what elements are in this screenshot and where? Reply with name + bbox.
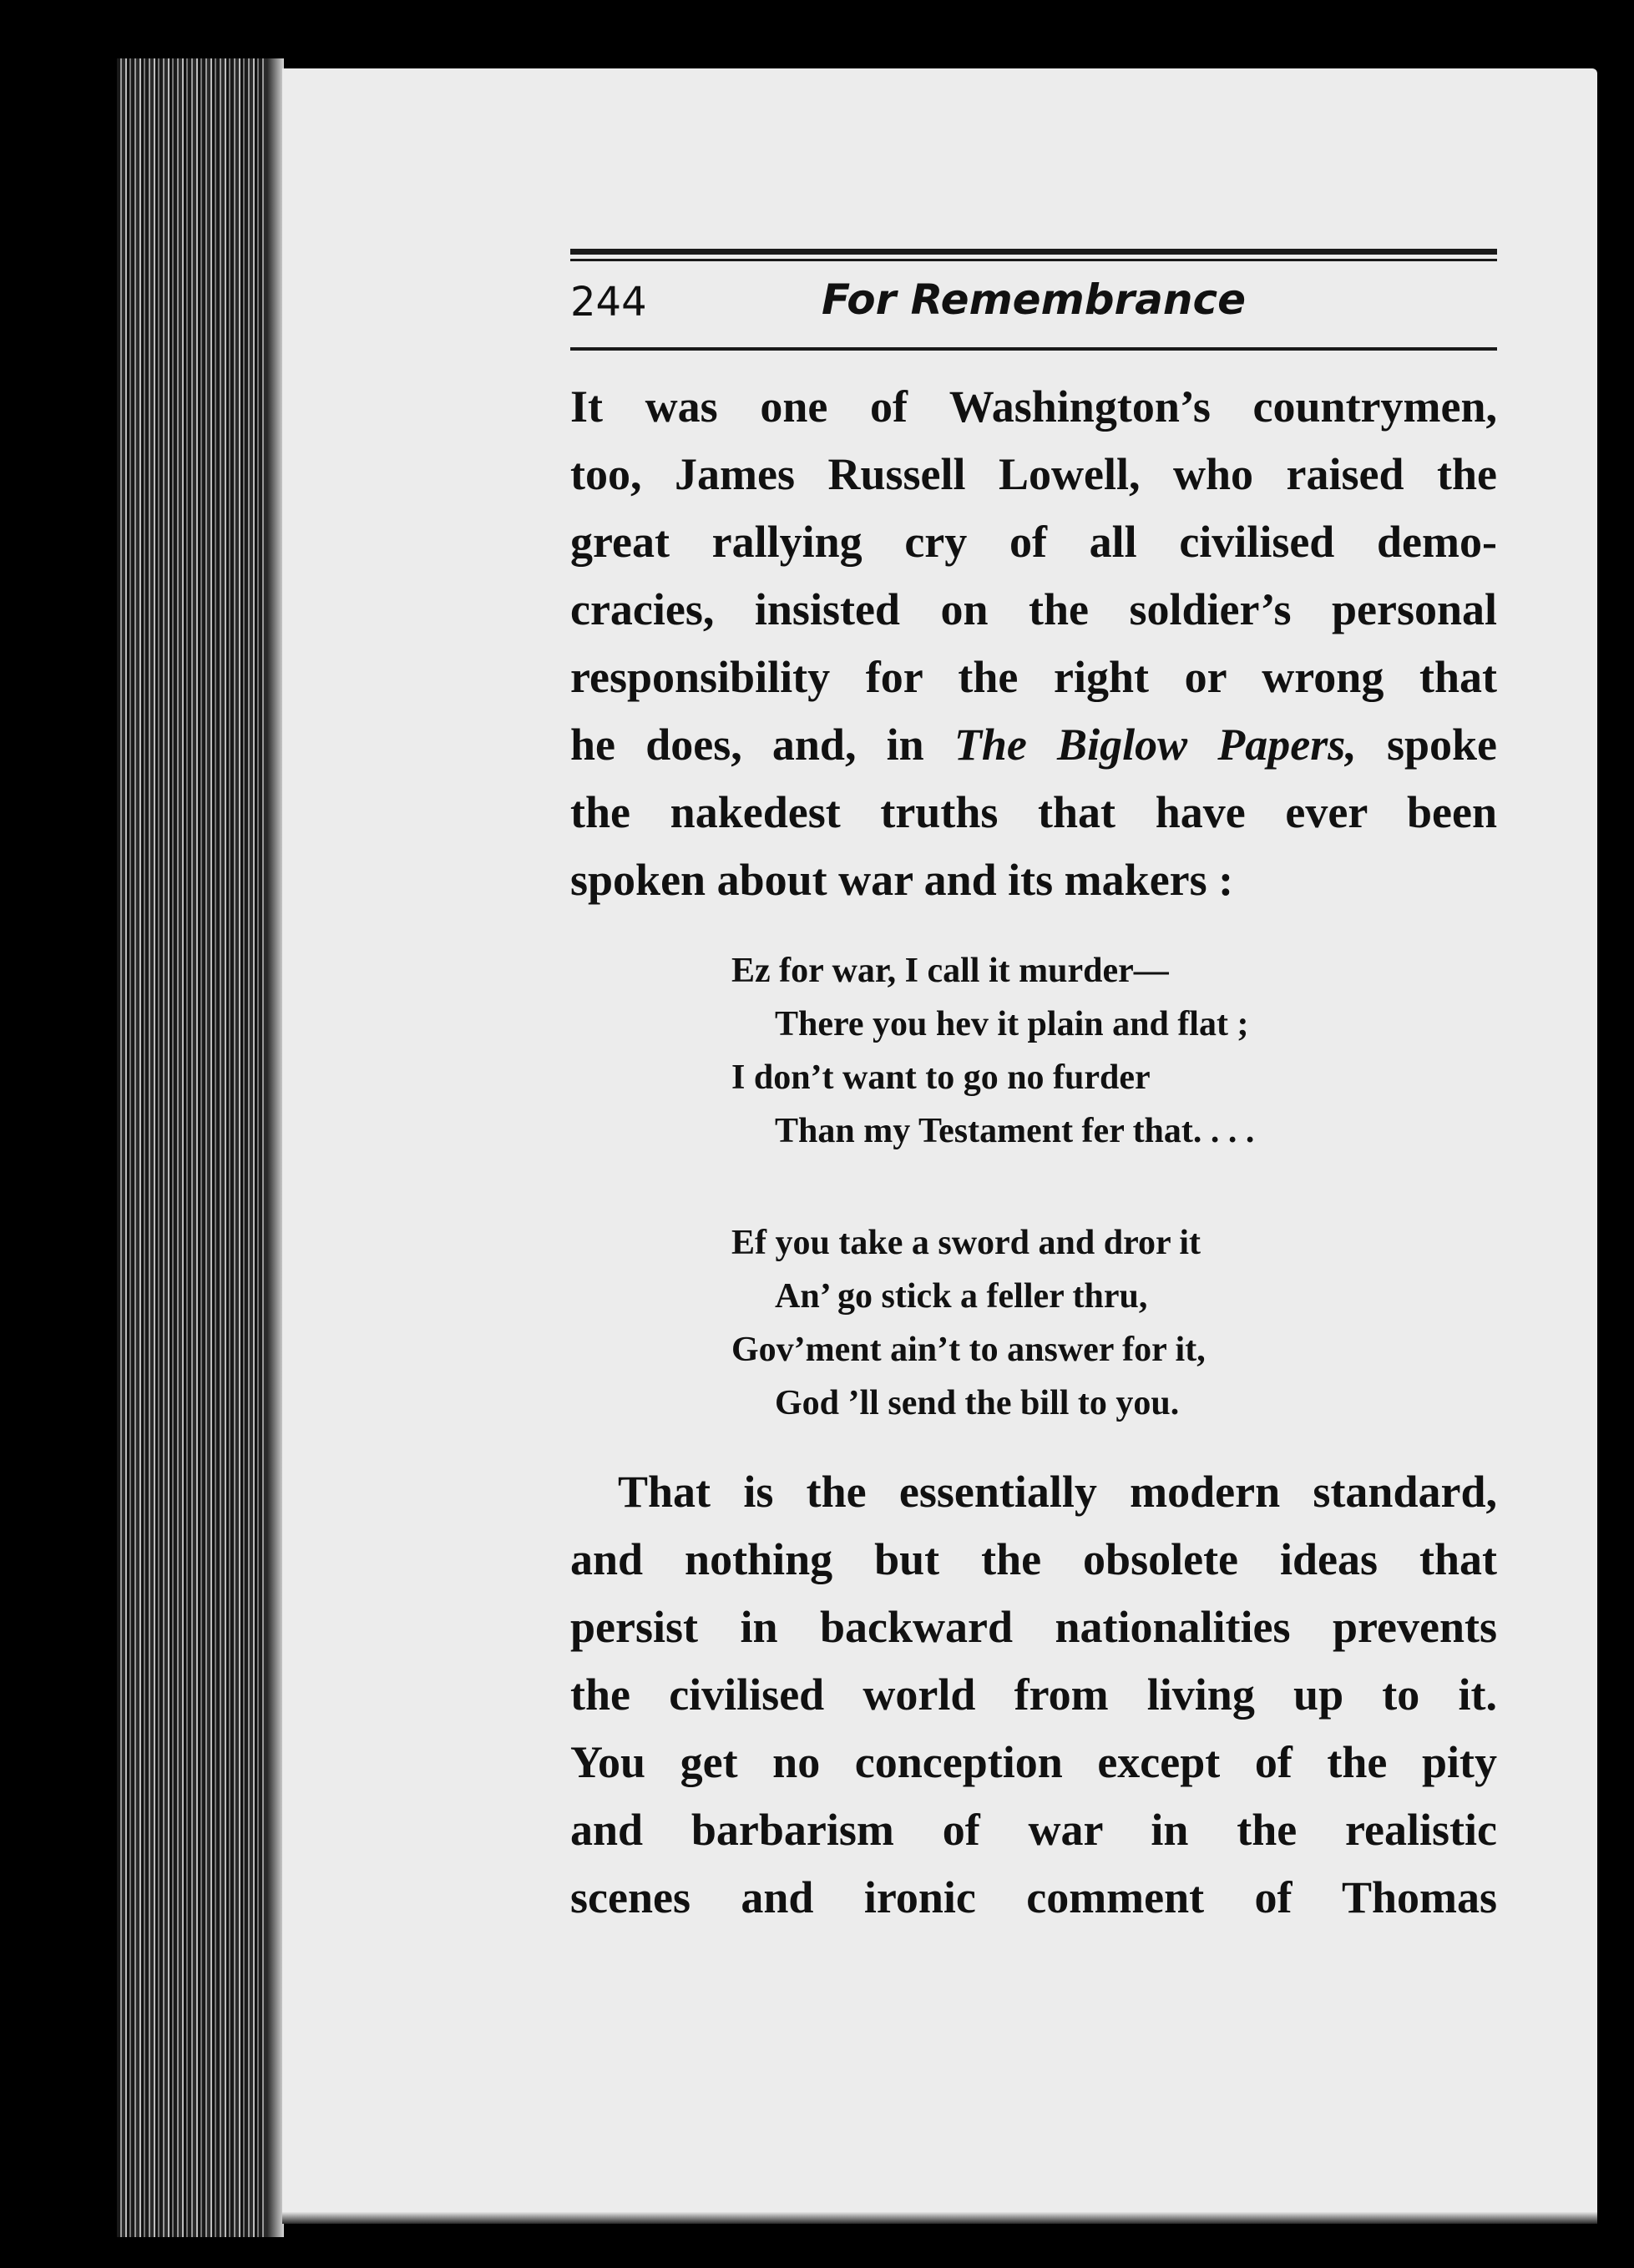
text-line: cracies, insisted on the soldier’s personal	[570, 584, 1497, 634]
text-line: and barbarism of war in the realistic	[570, 1805, 1497, 1855]
text-line: the civilised world from living up to it.	[570, 1669, 1497, 1720]
text-line: scenes and ironic comment of Thomas	[570, 1872, 1497, 1922]
text-line-with-title	[570, 711, 1497, 779]
text-line: the nakedest truths that have ever been	[570, 787, 1497, 837]
text-line: and nothing but the obsolete ideas that	[570, 1534, 1497, 1584]
text-segment: spoke	[1356, 720, 1497, 770]
book-page-edges	[117, 58, 284, 2237]
page-number: 244	[570, 279, 647, 326]
header-underline-rule	[570, 347, 1497, 351]
verse-line: I don’t want to go no furder	[731, 1058, 1151, 1097]
text-line: too, James Russell Lowell, who raised the	[570, 449, 1497, 499]
verse-line-indented: God ’ll send the bill to you.	[775, 1384, 1180, 1422]
text-line: spoken about war and its makers :	[570, 855, 1234, 905]
text-line: persist in backward nationalities prevents	[570, 1602, 1497, 1652]
text-line: great rallying cry of all civilised demo-	[570, 517, 1497, 567]
running-title: For Remembrance	[821, 275, 1247, 324]
poem-stanza-1	[731, 944, 1254, 1158]
paragraph-1	[570, 373, 1497, 914]
verse-line: Ef you take a sword and dror it	[731, 1224, 1201, 1262]
verse-line-indented: An’ go stick a feller thru,	[775, 1277, 1148, 1316]
book-title-biglow-papers: The Biglow Papers,	[954, 720, 1357, 770]
page-bottom-shadow	[282, 2212, 1597, 2224]
text-line: That is the essentially modern standard,	[618, 1467, 1497, 1517]
verse-line: Gov’ment ain’t to answer for it,	[731, 1331, 1206, 1369]
text-line: responsibility for the right or wrong that	[570, 652, 1497, 702]
text-line: It was one of Washington’s countrymen,	[570, 381, 1497, 432]
verse-line-indented: Than my Testament fer that. . . .	[775, 1112, 1255, 1150]
paragraph-2	[570, 1458, 1497, 1932]
text-line: You get no conception except of the pity	[570, 1737, 1497, 1787]
header-rule-thick	[570, 249, 1497, 255]
verse-line: Ez for war, I call it murder—	[731, 952, 1169, 990]
poem-stanza-2	[731, 1216, 1206, 1430]
header-rule-thin	[570, 259, 1497, 261]
text-segment: he does, and, in	[570, 720, 954, 770]
verse-line-indented: There you hev it plain and flat ;	[775, 1005, 1249, 1043]
